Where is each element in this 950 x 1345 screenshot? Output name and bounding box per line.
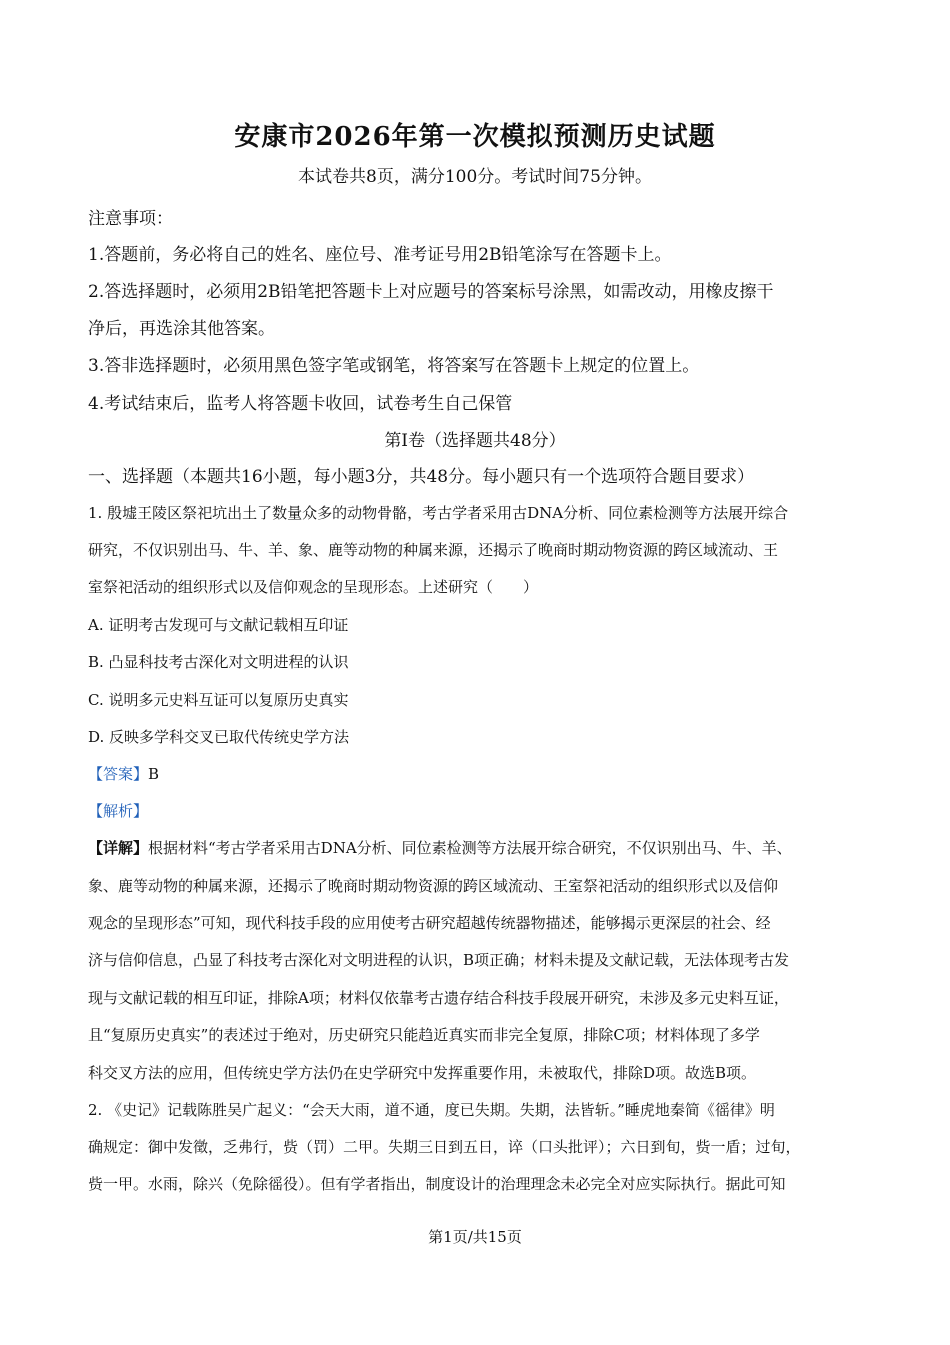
- note-1: 1.答题前，务必将自己的姓名、座位号、准考证号用2B铅笔涂写在答题卡上。: [88, 245, 672, 265]
- q1-detail-line-1: 【详解】根据材料“考古学者采用古DNA分析、同位素检测等方法展开综合研究，不仅识别出马、牛、羊、: [88, 839, 792, 857]
- answer-value: B: [148, 765, 160, 783]
- note-4: 4.考试结束后，监考人将答题卡收回，试卷考生自己保管: [88, 394, 513, 414]
- notes-heading: 注意事项：: [88, 209, 173, 229]
- note-3: 3.答非选择题时，必须用黑色签字笔或钢笔，将答案写在答题卡上规定的位置上。: [88, 356, 700, 376]
- q1-detail-line-2: 象、鹿等动物的种属来源，还揭示了晚商时期动物资源的跨区域流动、王室祭祀活动的组织形式以及信仰: [88, 877, 779, 895]
- q1-stem-line-3: 室祭祀活动的组织形式以及信仰观念的呈现形态。上述研究（ ）: [88, 578, 539, 596]
- q1-option-c: C. 说明多元史料互证可以复原历史真实: [88, 691, 349, 709]
- q1-answer: [88, 763, 159, 784]
- q2-stem-line-1: 2. 《史记》记载陈胜吴广起义：“会天大雨，道不通，度已失期。失期，法皆斩。”睡虎地秦简《徭律》明: [88, 1101, 775, 1119]
- q1-detail-line-4: 济与信仰信息，凸显了科技考古深化对文明进程的认识，B项正确；材料未提及文献记载，无法体现考古发: [88, 951, 790, 969]
- q1-option-b: B. 凸显科技考古深化对文明进程的认识: [88, 653, 349, 671]
- q1-detail-line-5: 现与文献记载的相互印证，排除A项；材料仅依靠考古遗存结合科技手段展开研究，未涉及多元史料互证，: [88, 989, 789, 1007]
- section-instructions: 一、选择题（本题共16小题，每小题3分，共48分。每小题只有一个选项符合题目要求）: [88, 467, 755, 487]
- q2-stem-line-2: 确规定：御中发徵，乏弗行，赀（罚）二甲。失期三日到五日，谇（口头批评）；六日到旬，赀一盾；过旬，: [88, 1138, 801, 1156]
- q1-detail-line-3: 观念的呈现形态”可知，现代科技手段的应用使考古研究超越传统器物描述，能够揭示更深层的社会、经: [88, 914, 771, 932]
- q1-detail-line-7: 科交叉方法的应用，但传统史学方法仍在史学研究中发挥重要作用，未被取代，排除D项。故选B项。: [88, 1064, 757, 1082]
- detail-tag: 【详解】: [88, 839, 149, 857]
- q1-detail-line-6: 且“复原历史真实”的表述过于绝对，历史研究只能趋近真实而非完全复原，排除C项；材料体现了多学: [88, 1026, 760, 1044]
- note-2-line-1: 2.答选择题时，必须用2B铅笔把答题卡上对应题号的答案标号涂黑，如需改动，用橡皮擦干: [88, 282, 774, 302]
- q2-stem-line-3: 赀一甲。水雨，除兴（免除徭役）。但有学者指出，制度设计的治理理念未必完全对应实际执行。据此可知: [88, 1175, 786, 1193]
- q1-option-d: D. 反映多学科交叉已取代传统史学方法: [88, 728, 350, 746]
- q1-stem-line-1: 1. 殷墟王陵区祭祀坑出土了数量众多的动物骨骼，考古学者采用古DNA分析、同位素检测等方法展开综合: [88, 504, 789, 522]
- analysis-tag: 【解析】: [88, 802, 149, 820]
- answer-tag: 【答案】: [88, 765, 149, 783]
- q1-stem-line-2: 研究，不仅识别出马、牛、羊、象、鹿等动物的种属来源，还揭示了晚商时期动物资源的跨区域流动、王: [88, 541, 779, 559]
- page-subtitle: 本试卷共8页，满分100分。考试时间75分钟。: [298, 167, 652, 187]
- section-title: 第Ⅰ卷（选择题共48分）: [384, 431, 566, 451]
- q1-option-a: A. 证明考古发现可与文献记载相互印证: [88, 616, 349, 634]
- page-title: 安康市2026年第一次模拟预测历史试题: [234, 122, 716, 152]
- page-footer: 第1页/共15页: [428, 1228, 522, 1246]
- note-2-line-2: 净后，再选涂其他答案。: [88, 319, 275, 339]
